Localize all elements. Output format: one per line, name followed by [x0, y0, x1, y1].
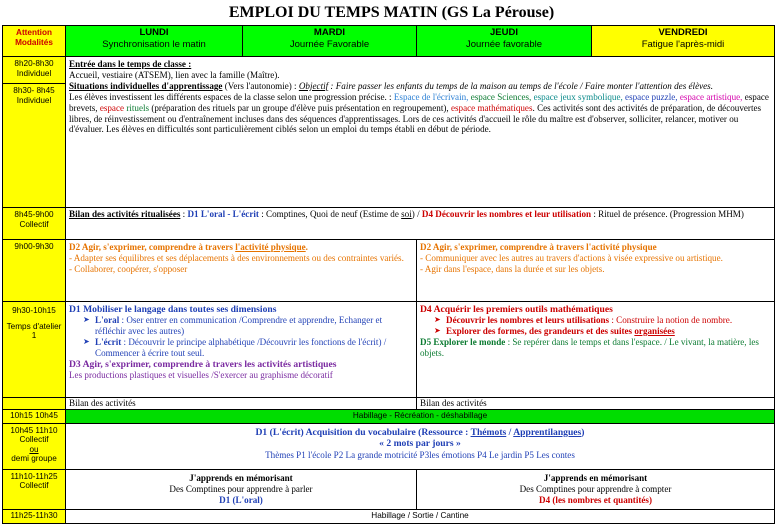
- d2-title-c: .: [305, 242, 308, 252]
- bilan-title: Bilan des activités ritualisées: [69, 209, 181, 219]
- modality-label: Collectif: [19, 481, 49, 491]
- time-cell: [3, 302, 66, 398]
- time-cell-empty: [3, 398, 66, 410]
- d5-title: D5 Explorer le monde: [420, 336, 506, 347]
- bilan-left: Bilan des activités: [66, 398, 417, 410]
- espace-sciences: espace Sciences,: [470, 91, 534, 102]
- memo-left-title: J'apprends en mémorisant: [189, 472, 293, 483]
- d5-text: : Se repérer dans le temps et dans l'espace. / Le vivant, la matière, les objets.: [420, 336, 759, 358]
- vocab-a: D1 (L'écrit) Acquisition du vocabulaire (Ressource :: [255, 426, 471, 438]
- d2-right-line1: - Communiquer avec les autres au travers d'actions à visée expressive ou artistique.: [420, 252, 723, 263]
- accueil-espaces: [69, 92, 771, 136]
- arrow-bullet-icon: ➤: [434, 315, 441, 324]
- bilan-right: Bilan des activités: [417, 398, 775, 410]
- row-11h25: [3, 509, 775, 523]
- ecrit-label: L'écrit: [95, 336, 122, 347]
- header-lundi: [66, 26, 243, 57]
- modality-label: Individuel: [16, 95, 52, 105]
- espace-maths: espace mathématiques: [450, 102, 533, 113]
- vocab-themots: Thémots: [470, 426, 507, 438]
- modality-label: Temps d'atelier: [6, 321, 62, 331]
- day-note: Fatigue l'après-midi: [641, 39, 725, 50]
- nombres-label: Découvrir les nombres et leurs utilisations: [446, 315, 610, 325]
- bilan-cell: [66, 208, 775, 240]
- time-cell: [3, 509, 66, 523]
- time-cell: [3, 57, 66, 84]
- memo-left-domain: D1 (L'oral): [219, 494, 263, 505]
- time-label: 9h30-10h15: [12, 306, 56, 315]
- d2-right-line2: - Agir dans l'espace, dans la durée et sur les objets.: [420, 263, 605, 274]
- oral-item: [69, 315, 413, 337]
- day-note: Journée favorable: [465, 39, 543, 50]
- arrow-bullet-icon: ➤: [434, 325, 441, 335]
- time-label: 11h10-11h25: [10, 471, 58, 481]
- d2-left-line1: - Adapter ses équilibres et ses déplacements à des environnements ou des contraintes variés.: [69, 252, 404, 263]
- memo-left-text: Des Comptines pour apprendre à parler: [169, 483, 313, 494]
- situations-title: Situations individuelles d'apprentissage: [69, 80, 223, 91]
- vocab-mots: « 2 mots par jours »: [379, 437, 461, 449]
- bilan-activites-row: [3, 398, 775, 410]
- bilan-d4: D4 Découvrir les nombres et leur utilisation: [421, 209, 592, 219]
- formes-label: Explorer des formes, des grandeurs et des suites: [446, 325, 635, 336]
- vocab-apprentilangues: Apprentilangues: [513, 426, 582, 438]
- bilan-t2: ) /: [411, 209, 422, 219]
- d2-left-line2: - Collaborer, coopérer, s'opposer: [69, 263, 188, 274]
- d2-right-title: D2 Agir, s'exprimer, comprendre à travers l'activité physique: [420, 242, 657, 252]
- formes-underlined: organisées: [634, 325, 675, 336]
- row-11h10: [3, 469, 775, 509]
- row-9h00: [3, 240, 775, 302]
- memo-right-domain: D4 (les nombres et quantités): [539, 494, 652, 505]
- row-10h45: [3, 423, 775, 469]
- d2-left-cell: [66, 240, 417, 302]
- atelier-number: 1: [31, 331, 37, 340]
- header-vendredi: [592, 26, 775, 57]
- modality-label: Collectif: [19, 219, 49, 229]
- bilan-t3: : Rituel de présence. (Progression MHM): [591, 209, 744, 219]
- d3-text: Les productions plastiques et visuelles /S'exercer au graphisme décoratif: [69, 369, 333, 380]
- vocab-c: /: [506, 426, 514, 438]
- day-name: VENDREDI: [658, 27, 708, 38]
- row-9h30: [3, 302, 775, 398]
- vocab-cell: [66, 423, 775, 469]
- day-name: MARDI: [313, 27, 346, 38]
- time-label: 9h00-9h30: [14, 242, 54, 251]
- espaces-desc: . Ces activités sont des activités de préparation, de découvertes libres, de réinvestissement ou d'entraînement incluses dans des séquences d'apprentissages. Lors de ces activités d'accueil le rôle du maître est d'observer, solliciter, relancer, motiver ou d'évaluer. Les élèves en difficultés sont particulièrement ciblés selon un emploi du temps établi en début de période.: [69, 102, 762, 135]
- oral-text: : Oser entrer en communication /Comprendre et apprendre, Echanger et réfléchir avec les autres): [95, 315, 383, 336]
- time-label: 8h20-8h30: [14, 59, 54, 68]
- espace-rituels-b: rituels: [126, 102, 150, 113]
- memo-right: [417, 469, 775, 509]
- accueil-title: Entrée dans le temps de classe :: [69, 59, 192, 69]
- time-label: 10h15 10h45: [10, 411, 58, 420]
- objectif-text: : Faire passer les enfants du temps de la maison au temps de l'école / Faire monter l'attention des élèves.: [328, 80, 713, 91]
- oral-label: L'oral: [95, 315, 120, 325]
- timetable: [2, 25, 775, 524]
- vocab-themes: Thèmes P1 l'école P2 La grande motricité P3les émotions P4 Le jardin P5 Les contes: [265, 449, 575, 460]
- ecrit-item: [69, 337, 413, 359]
- modality-label: Collectif: [19, 435, 49, 445]
- day-name: LUNDI: [139, 27, 169, 38]
- memo-right-title: J'apprends en mémorisant: [543, 472, 648, 483]
- header-row: [3, 26, 775, 57]
- time-cell: [3, 469, 66, 509]
- espace-puzzle: espace puzzle,: [625, 91, 680, 102]
- espaces-intro: Les élèves investissent les différents espaces de la classe selon une progression précise. :: [69, 91, 394, 102]
- day-note: Journée Favorable: [289, 39, 370, 50]
- arrow-bullet-icon: ➤: [83, 315, 90, 324]
- d2-left-title: [69, 242, 413, 253]
- bilan-d1: D1 L'oral - L'écrit: [187, 209, 259, 219]
- situations-paren: (Vers l'autonomie) :: [222, 80, 299, 91]
- bilan-sep: :: [180, 209, 188, 219]
- atelier-right-cell: [417, 302, 775, 398]
- d1-title: D1 Mobiliser le langage dans toutes ses dimensions: [69, 304, 277, 315]
- espace-artistique: espace artistique,: [679, 91, 745, 102]
- time-label: 8h30- 8h45: [13, 86, 55, 95]
- d5-line: [420, 337, 771, 359]
- d4-title: D4 Acquérir les premiers outils mathématiques: [420, 304, 613, 315]
- sortie-band: Habillage / Sortie / Cantine: [66, 509, 775, 523]
- time-cell: [3, 410, 66, 424]
- memo-right-text: Des Comptines pour apprendre à compter: [519, 483, 672, 494]
- bilan-t1: : Comptines, Quoi de neuf (Estime de: [258, 209, 402, 219]
- header-jeudi: [417, 26, 592, 57]
- accueil-cell: [66, 57, 775, 208]
- page-title: EMPLOI DU TEMPS MATIN (GS La Pérouse): [228, 4, 555, 21]
- nombres-text: : Construire la notion de nombre.: [609, 315, 733, 325]
- espace-ecrivain: Espace de l'écrivain,: [393, 91, 471, 102]
- vocab-title: [69, 427, 771, 438]
- day-name: JEUDI: [490, 27, 518, 38]
- time-cell: [3, 208, 66, 240]
- espaces-rituels-desc: (préparation des rituels par un groupe d'élève puis présentation en regroupement),: [149, 102, 451, 113]
- time-label: 10h45 11h10: [10, 425, 58, 435]
- time-cell: [3, 240, 66, 302]
- ecrit-text: : Découvrir le principe alphabétique /Découvrir les fonctions de l'écrit) / Commencer à écrire tout seul.: [95, 336, 387, 358]
- formes-item: [420, 326, 771, 337]
- row-10h15: [3, 410, 775, 424]
- vocab-e: ): [581, 426, 585, 438]
- modality-or: ou: [29, 444, 39, 454]
- atelier-left-cell: [66, 302, 417, 398]
- espace-brevets: espace brevets,: [69, 91, 769, 113]
- objectif-label: Objectif: [298, 80, 329, 91]
- accueil-line1: Accueil, vestiaire (ATSEM), lien avec la famille (Maître).: [69, 69, 280, 80]
- time-label: 11h25-11h30: [10, 510, 58, 520]
- bilan-soi: soi: [401, 209, 412, 219]
- arrow-bullet-icon: ➤: [83, 336, 90, 346]
- nombres-item: [420, 315, 771, 326]
- modality-label: Individuel: [16, 68, 52, 78]
- recreation-band: Habillage - Récréation - déshabillage: [66, 410, 775, 424]
- d2-title-a: D2 Agir, s'exprimer, comprendre à travers: [69, 242, 236, 252]
- time-cell: [3, 423, 66, 469]
- memo-left: [66, 469, 417, 509]
- header-corner: Attention Modalités: [3, 26, 66, 57]
- header-mardi: [243, 26, 417, 57]
- accueil-situations: [69, 81, 771, 92]
- row-8h20: [3, 57, 775, 84]
- time-label: 8h45-9h00: [14, 210, 54, 219]
- espace-rituels-a: espace: [99, 102, 127, 113]
- row-8h45: [3, 208, 775, 240]
- espace-jeux: espace jeux symbolique,: [533, 91, 626, 102]
- modality-group: demi groupe: [11, 454, 57, 464]
- day-note: Synchronisation le matin: [102, 39, 206, 50]
- d3-title: D3 Agir, s'exprimer, comprendre à travers les activités artistiques: [69, 358, 337, 370]
- time-cell: [3, 84, 66, 208]
- d2-title-b: l'activité physique: [235, 242, 306, 252]
- d2-right-cell: [417, 240, 775, 302]
